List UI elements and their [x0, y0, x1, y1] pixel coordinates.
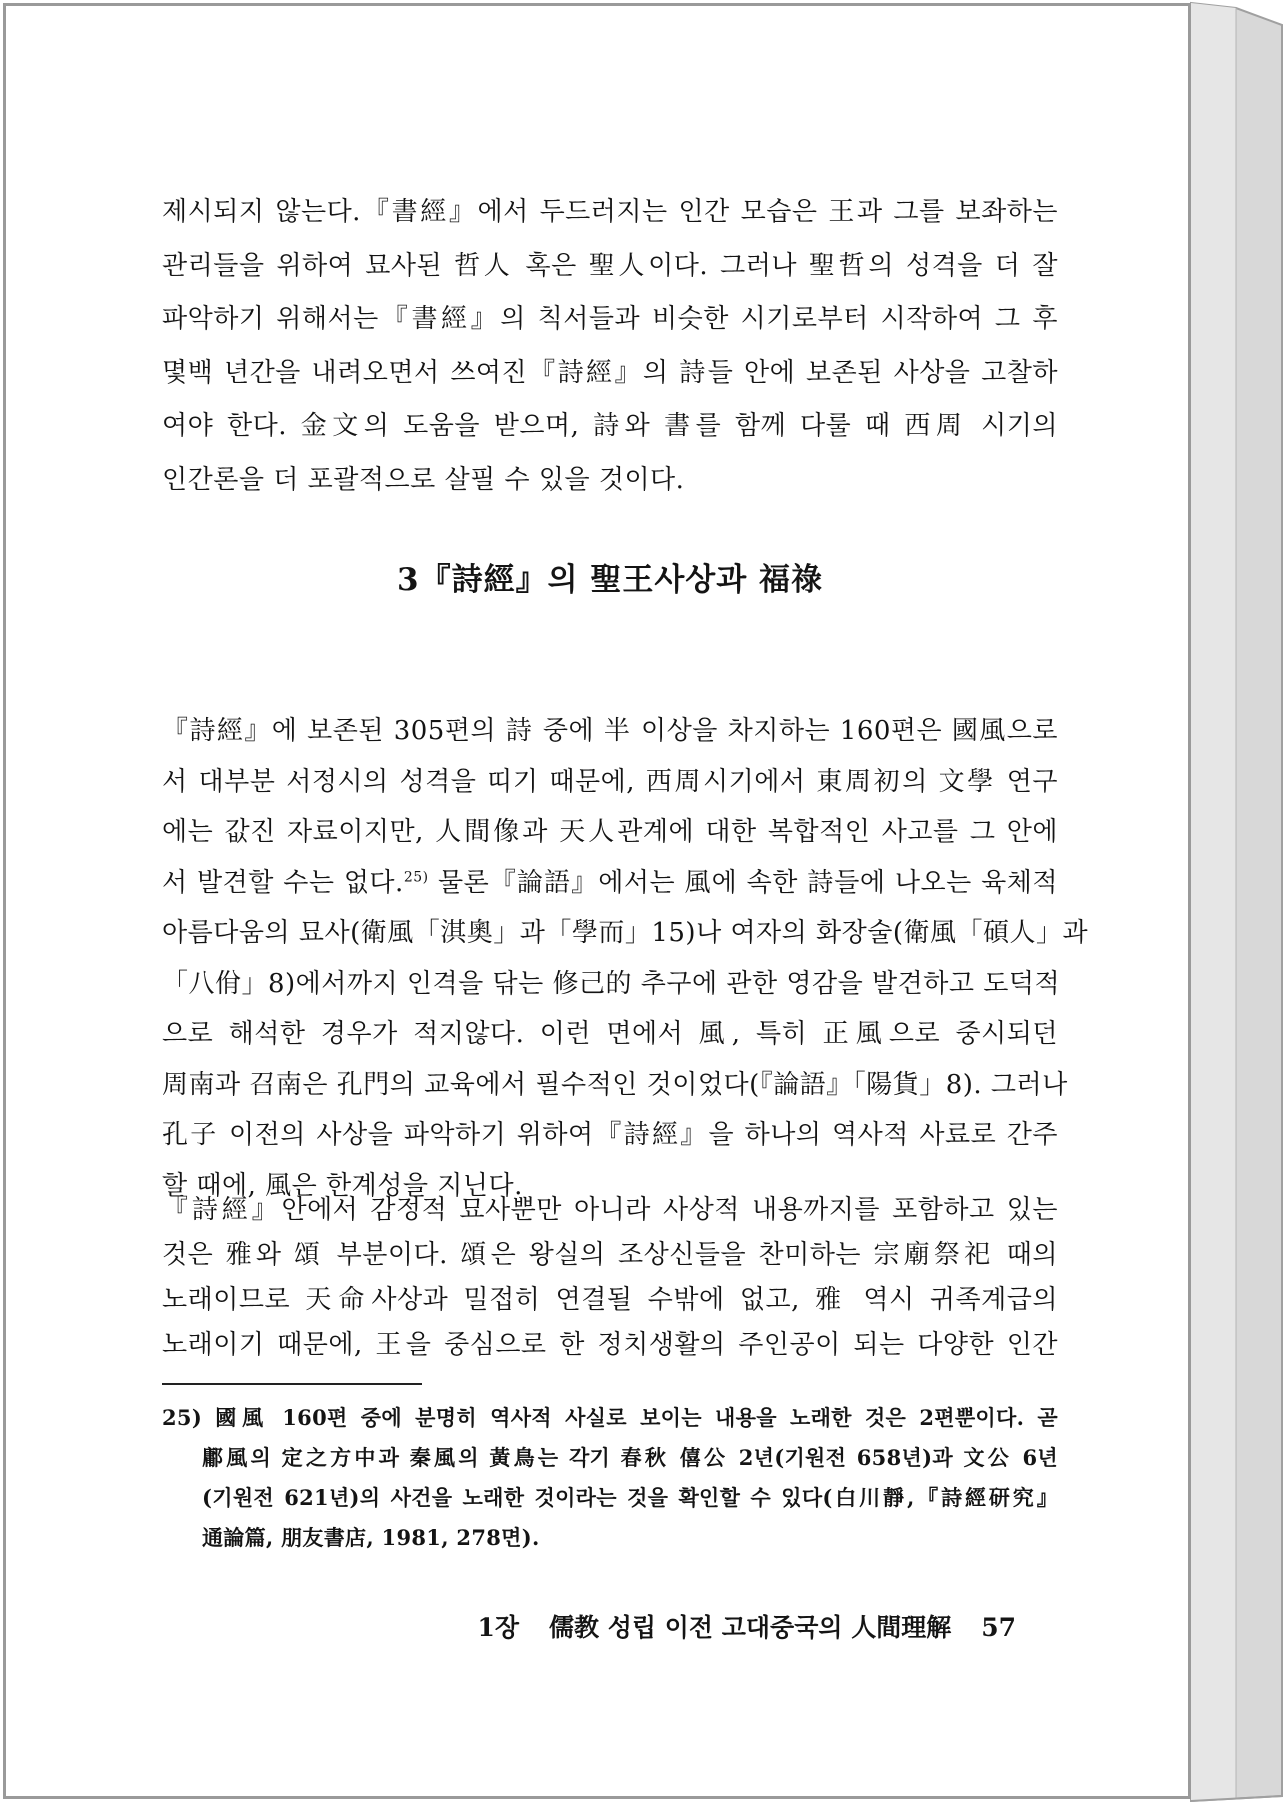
text-line: 관리들을 위하여 묘사된 哲人 혹은 聖人이다. 그러나 聖哲의 성격을 더 잘 [162, 250, 1058, 281]
text-line: 에는 값진 자료이지만, 人間像과 天人관계에 대한 복합적인 사고를 그 안에 [162, 817, 1058, 847]
footnote-line: 鄘風의 定之方中과 秦風의 黃鳥는 각기 春秋 僖公 2년(기원전 658년)과 文公 6년 [202, 1445, 1058, 1470]
paragraph-main [162, 706, 1089, 1211]
text-line: 『詩經』에 보존된 305편의 詩 중에 半 이상을 차지하는 160편은 國風으로 [162, 716, 1058, 746]
text-line-with-note [162, 858, 1058, 909]
footer-title: 儒教 성립 이전 고대중국의 人間理解 [549, 1613, 952, 1642]
text-line: 으로 해석한 경우가 적지않다. 이런 면에서 風, 특히 正風으로 중시되던 [162, 1019, 1058, 1049]
footnote-number: 25) [162, 1405, 203, 1430]
text-line: 노래이므로 天命사상과 밀접히 연결될 수밖에 없고, 雅 역시 귀족계급의 [162, 1285, 1058, 1315]
document-page [3, 3, 1191, 1799]
text-line: 「八佾」8)에서까지 인격을 닦는 修己的 추구에 관한 영감을 발견하고 도덕적 [162, 968, 1061, 999]
text-line: 아름다움의 묘사(衛風「淇奧」과「學而」15)나 여자의 화장술(衛風「碩人」과 [162, 918, 1089, 948]
text-line: 周南과 召南은 孔門의 교육에서 필수적인 것이었다(『論語』「陽貨」8). 그러나 [162, 1069, 1068, 1100]
footnote-divider [162, 1383, 422, 1385]
footnote [162, 1398, 1058, 1558]
text-line: 孔子 이전의 사상을 파악하기 위하여『詩經』을 하나의 역사적 사료로 간주 [162, 1120, 1058, 1150]
text-line: 파악하기 위해서는『書經』의 칙서들과 비슷한 시기로부터 시작하여 그 후 [162, 304, 1058, 334]
paragraph-top [162, 186, 1058, 507]
text-segment: 서 발견할 수는 없다. [162, 867, 404, 898]
text-line: 여야 한다. 金文의 도움을 받으며, 詩와 書를 함께 다룰 때 西周 시기의 [162, 411, 1058, 441]
text-line: 할 때에, 風은 한계성을 지닌다. [162, 1170, 523, 1201]
footer-chapter: 1장 [477, 1613, 520, 1642]
section-heading: 3『詩經』의 聖王사상과 福祿 [397, 562, 823, 598]
page-number: 57 [981, 1613, 1016, 1642]
text-line: 제시되지 않는다.『書經』에서 두드러지는 인간 모습은 王과 그를 보좌하는 [162, 197, 1058, 227]
running-footer [162, 1608, 1016, 1644]
text-line: 노래이기 때문에, 王을 중심으로 한 정치생활의 주인공이 되는 다양한 인간 [162, 1330, 1058, 1360]
footnote-reference[interactable]: 25) [403, 868, 429, 885]
footnote-line [162, 1398, 1058, 1438]
footnote-line: 通論篇, 朋友書店, 1981, 278면). [202, 1525, 540, 1550]
text-segment: 물론『論語』에서는 風에 속한 詩들에 나오는 육체적 [428, 867, 1058, 898]
footnote-text: 國風 160편 중에 분명히 역사적 사실로 보이는 내용을 노래한 것은 2편뿐이다. 곧 [215, 1405, 1058, 1430]
text-line: 인간론을 더 포괄적으로 살필 수 있을 것이다. [162, 464, 685, 495]
text-line: 몇백 년간을 내려오면서 쓰여진『詩經』의 詩들 안에 보존된 사상을 고찰하 [162, 357, 1058, 388]
text-line: 『詩經』안에서 감정적 묘사뿐만 아니라 사상적 내용까지를 포함하고 있는 [162, 1195, 1058, 1225]
text-line: 서 대부분 서정시의 성격을 띠기 때문에, 西周시기에서 東周初의 文學 연구 [162, 766, 1058, 797]
text-line: 것은 雅와 頌 부분이다. 頌은 왕실의 조상신들을 찬미하는 宗廟祭祀 때의 [162, 1240, 1058, 1270]
footnote-line: (기원전 621년)의 사건을 노래한 것이라는 것을 확인할 수 있다(白川靜,『詩經研究』 [202, 1485, 1058, 1510]
paragraph-second [162, 1188, 1058, 1368]
